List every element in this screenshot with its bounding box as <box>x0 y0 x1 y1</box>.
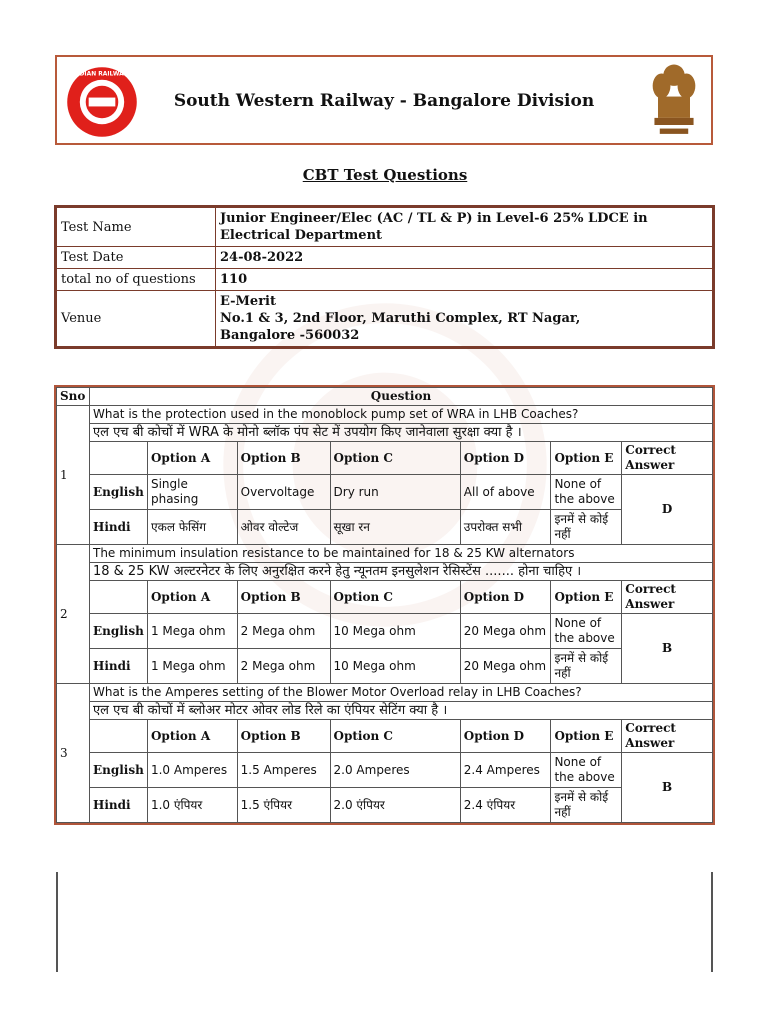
option-en: 1.0 Amperes <box>147 753 237 788</box>
option-header: Option A <box>147 581 237 614</box>
english-label: English <box>89 753 147 788</box>
option-header: Option B <box>237 581 330 614</box>
option-header: Option B <box>237 720 330 753</box>
venue-line-3: Bangalore -560032 <box>220 328 360 343</box>
english-label: English <box>89 475 147 510</box>
correct-answer-header: Correct Answer <box>622 720 713 753</box>
option-en: Overvoltage <box>237 475 330 510</box>
page-title: CBT Test Questions <box>302 166 468 184</box>
correct-answer: D <box>622 475 713 545</box>
option-hi: 2 Mega ohm <box>237 649 330 684</box>
correct-answer: B <box>622 614 713 684</box>
test-name-value: Junior Engineer/Elec (AC / TL & P) in Level-6 25% LDCE in Electrical Department <box>216 208 713 247</box>
option-header: Option D <box>460 581 551 614</box>
questions-table <box>56 387 713 823</box>
option-en: 2.4 Amperes <box>460 753 551 788</box>
header-title: South Western Railway - Bangalore Division <box>173 91 595 111</box>
logo-text: INDIAN RAILWAYS <box>72 71 132 78</box>
option-hi: सूखा रन <box>330 510 460 545</box>
english-label: English <box>89 614 147 649</box>
option-header: Option A <box>147 442 237 475</box>
test-date-label: Test Date <box>57 247 216 269</box>
correct-answer-header: Correct Answer <box>622 581 713 614</box>
option-hi: इनमें से कोई नहीं <box>551 788 622 823</box>
correct-answer-header: Correct Answer <box>622 442 713 475</box>
option-header: Option D <box>460 442 551 475</box>
option-header: Option B <box>237 442 330 475</box>
option-hi: 1.0 एंपियर <box>147 788 237 823</box>
option-hi: 2.0 एंपियर <box>330 788 460 823</box>
national-emblem-icon <box>647 61 701 141</box>
total-questions-label: total no of questions <box>57 269 216 291</box>
option-en: 2.0 Amperes <box>330 753 460 788</box>
option-header: Option A <box>147 720 237 753</box>
question-sno: 2 <box>57 545 90 684</box>
sno-header: Sno <box>57 388 90 406</box>
option-en: None of the above <box>551 753 622 788</box>
venue-label: Venue <box>57 291 216 347</box>
option-hi: 1.5 एंपियर <box>237 788 330 823</box>
question-text-en: What is the protection used in the monoblock pump set of WRA in LHB Coaches? <box>89 406 712 424</box>
venue-line-1: E-Merit <box>220 294 276 309</box>
option-hi: 20 Mega ohm <box>460 649 551 684</box>
venue-line-2: No.1 & 3, 2nd Floor, Maruthi Complex, RT Nagar, <box>220 311 581 326</box>
test-name-label: Test Name <box>57 208 216 247</box>
option-header: Option E <box>551 442 622 475</box>
question-text-hi: एल एच बी कोचों में ब्लोअर मोटर ओवर लोड रिले का एंपियर सेटिंग क्या है । <box>89 702 712 720</box>
test-date-value: 24-08-2022 <box>216 247 713 269</box>
option-hi: एकल फेसिंग <box>147 510 237 545</box>
option-en: 20 Mega ohm <box>460 614 551 649</box>
option-en: 1.5 Amperes <box>237 753 330 788</box>
option-header: Option E <box>551 720 622 753</box>
option-header: Option C <box>330 442 460 475</box>
table-border-left <box>56 872 58 972</box>
total-questions-value: 110 <box>216 269 713 291</box>
option-en: None of the above <box>551 475 622 510</box>
question-text-en: The minimum insulation resistance to be maintained for 18 & 25 KW alternators <box>89 545 712 563</box>
blank-cell <box>89 581 147 614</box>
hindi-label: Hindi <box>89 510 147 545</box>
option-header: Option C <box>330 581 460 614</box>
hindi-label: Hindi <box>89 788 147 823</box>
test-info-table <box>56 207 713 347</box>
option-hi: इनमें से कोई नहीं <box>551 649 622 684</box>
question-sno: 3 <box>57 684 90 823</box>
option-hi: इनमें से कोई नहीं <box>551 510 622 545</box>
question-text-hi: 18 & 25 KW अल्टरनेटर के लिए अनुरक्षित करने हेतु न्यूनतम इनसुलेशन रेसिस्टेंस ....... होना चाहिए । <box>89 563 712 581</box>
question-text-en: What is the Amperes setting of the Blower Motor Overload relay in LHB Coaches? <box>89 684 712 702</box>
question-text-hi: एल एच बी कोचों में WRA के मोनो ब्लॉक पंप सेट में उपयोग किए जानेवाला सुरक्षा क्या है । <box>89 424 712 442</box>
blank-cell <box>89 442 147 475</box>
option-en: Dry run <box>330 475 460 510</box>
option-en: 2 Mega ohm <box>237 614 330 649</box>
option-header: Option E <box>551 581 622 614</box>
option-en: Single phasing <box>147 475 237 510</box>
page-header <box>55 55 713 145</box>
table-border-right <box>711 872 713 972</box>
option-hi: 10 Mega ohm <box>330 649 460 684</box>
option-hi: 2.4 एंपियर <box>460 788 551 823</box>
option-hi: 1 Mega ohm <box>147 649 237 684</box>
option-en: All of above <box>460 475 551 510</box>
option-hi: उपरोक्त सभी <box>460 510 551 545</box>
option-en: None of the above <box>551 614 622 649</box>
option-header: Option C <box>330 720 460 753</box>
question-sno: 1 <box>57 406 90 545</box>
blank-cell <box>89 720 147 753</box>
venue-value <box>216 291 713 347</box>
hindi-label: Hindi <box>89 649 147 684</box>
option-en: 1 Mega ohm <box>147 614 237 649</box>
option-hi: ओवर वोल्टेज <box>237 510 330 545</box>
option-header: Option D <box>460 720 551 753</box>
option-en: 10 Mega ohm <box>330 614 460 649</box>
correct-answer: B <box>622 753 713 823</box>
question-header: Question <box>89 388 712 406</box>
